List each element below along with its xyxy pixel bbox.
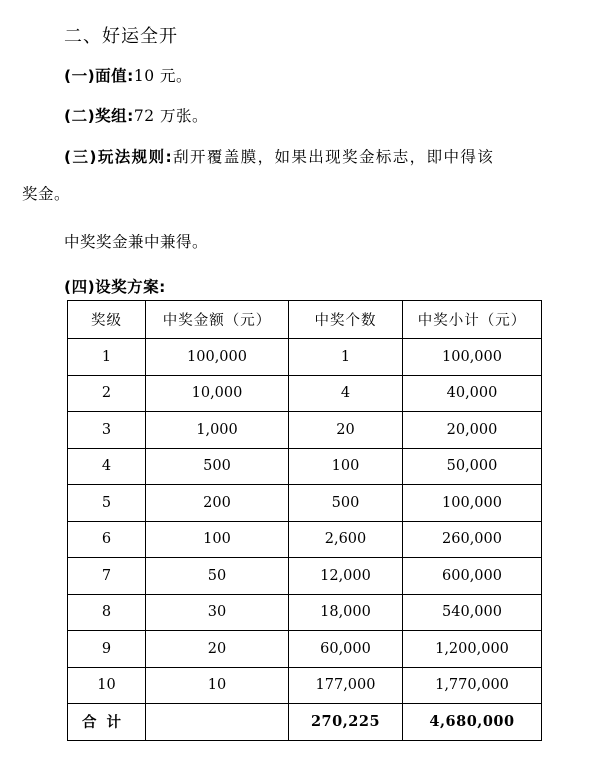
table-row <box>68 667 542 704</box>
tickets-line <box>64 104 208 126</box>
total-amount <box>146 704 289 741</box>
header-winner-count: 中奖个数 <box>289 301 403 339</box>
cell-count: 1 <box>289 339 403 376</box>
header-subtotal: 中奖小计（元） <box>403 301 542 339</box>
cell-level: 6 <box>68 521 146 558</box>
cell-subtotal: 260,000 <box>403 521 542 558</box>
cell-count: 500 <box>289 485 403 522</box>
prize-table <box>67 300 542 741</box>
cell-level: 8 <box>68 594 146 631</box>
cell-amount: 200 <box>146 485 289 522</box>
table-row <box>68 375 542 412</box>
cell-level: 4 <box>68 448 146 485</box>
cell-count: 4 <box>289 375 403 412</box>
cell-level: 7 <box>68 558 146 595</box>
rules-line <box>64 145 494 167</box>
cell-subtotal: 600,000 <box>403 558 542 595</box>
cell-level: 5 <box>68 485 146 522</box>
cell-count: 2,600 <box>289 521 403 558</box>
rules-note: 中奖奖金兼中兼得。 <box>64 233 209 251</box>
header-prize-level: 奖级 <box>68 301 146 339</box>
table-row <box>68 485 542 522</box>
prize-plan-label: (四)设奖方案: <box>64 278 166 296</box>
cell-subtotal: 20,000 <box>403 412 542 449</box>
tickets-label: (二)奖组: <box>64 107 134 125</box>
cell-level: 10 <box>68 667 146 704</box>
table-row <box>68 448 542 485</box>
cell-level: 1 <box>68 339 146 376</box>
cell-count: 20 <box>289 412 403 449</box>
total-label: 合计 <box>68 704 146 741</box>
cell-amount: 10 <box>146 667 289 704</box>
face-value-line <box>64 64 192 86</box>
cell-count: 60,000 <box>289 631 403 668</box>
table-row <box>68 558 542 595</box>
cell-subtotal: 540,000 <box>403 594 542 631</box>
cell-count: 12,000 <box>289 558 403 595</box>
table-row <box>68 594 542 631</box>
section-heading: 二、好运全开 <box>64 26 178 47</box>
cell-level: 9 <box>68 631 146 668</box>
face-value-label: (一)面值: <box>64 67 134 85</box>
table-header-row <box>68 301 542 339</box>
cell-amount: 20 <box>146 631 289 668</box>
rules-text-line2: 奖金。 <box>22 185 71 203</box>
total-subtotal: 4,680,000 <box>403 704 542 741</box>
cell-amount: 100,000 <box>146 339 289 376</box>
cell-amount: 1,000 <box>146 412 289 449</box>
rules-label: (三)玩法规则: <box>64 148 174 166</box>
cell-amount: 10,000 <box>146 375 289 412</box>
cell-count: 18,000 <box>289 594 403 631</box>
face-value: 10 元。 <box>133 67 193 85</box>
table-row <box>68 521 542 558</box>
cell-count: 177,000 <box>289 667 403 704</box>
cell-level: 3 <box>68 412 146 449</box>
cell-amount: 100 <box>146 521 289 558</box>
cell-subtotal: 40,000 <box>403 375 542 412</box>
header-prize-amount: 中奖金额（元） <box>146 301 289 339</box>
table-row <box>68 412 542 449</box>
cell-level: 2 <box>68 375 146 412</box>
table-row <box>68 631 542 668</box>
cell-subtotal: 100,000 <box>403 339 542 376</box>
table-row <box>68 339 542 376</box>
table-total-row <box>68 704 542 741</box>
cell-subtotal: 100,000 <box>403 485 542 522</box>
tickets-value: 72 万张。 <box>133 107 209 125</box>
cell-subtotal: 50,000 <box>403 448 542 485</box>
prize-plan-line <box>64 275 166 297</box>
cell-count: 100 <box>289 448 403 485</box>
total-count: 270,225 <box>289 704 403 741</box>
cell-subtotal: 1,200,000 <box>403 631 542 668</box>
cell-amount: 50 <box>146 558 289 595</box>
cell-subtotal: 1,770,000 <box>403 667 542 704</box>
cell-amount: 30 <box>146 594 289 631</box>
cell-amount: 500 <box>146 448 289 485</box>
rules-text-line1: 刮开覆盖膜，如果出现奖金标志，即中得该 <box>173 148 495 166</box>
